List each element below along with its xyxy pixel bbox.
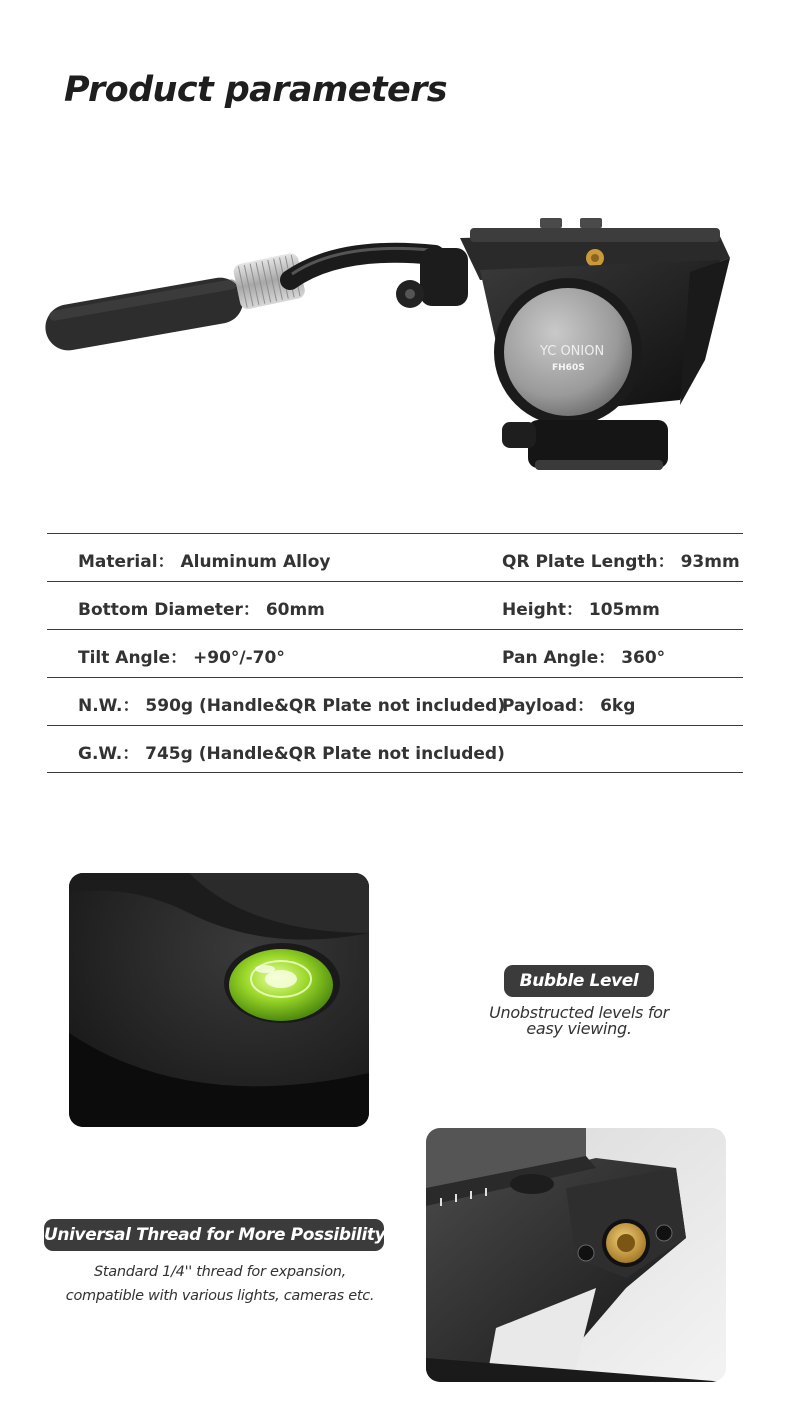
bubble-level-caption-line2: easy viewing.: [526, 1019, 632, 1038]
model-mark: FH60S: [552, 363, 585, 373]
bubble-level-photo: [69, 873, 369, 1127]
handle-grip: [42, 274, 247, 354]
spec-row: [47, 581, 743, 629]
fluid-head-product-image: [40, 200, 740, 490]
universal-thread-photo: [426, 1128, 726, 1382]
spec-payload: Payload： 6kg: [502, 696, 636, 716]
universal-thread-caption-line1: Standard 1/4'' thread for expansion,: [94, 1264, 346, 1280]
spec-row: [47, 725, 743, 773]
brand-mark: YC ONION: [540, 344, 605, 359]
bubble-level-caption: [470, 1005, 688, 1037]
universal-thread-title: Universal Thread for More Possibility: [44, 1219, 384, 1251]
spec-table: [47, 533, 743, 773]
spec-bottom-diameter: Bottom Diameter： 60mm: [78, 600, 325, 620]
page-title: Product parameters: [64, 70, 448, 110]
bubble-level-caption-line1: Unobstructed levels for: [489, 1003, 669, 1022]
spec-row: [47, 533, 743, 581]
spec-qr-plate-length: QR Plate Length： 93mm: [502, 552, 740, 572]
spec-row: [47, 677, 743, 725]
spec-tilt-angle: Tilt Angle： +90°/-70°: [78, 648, 285, 668]
spec-gross-weight: G.W.： 745g (Handle&QR Plate not included): [78, 744, 505, 764]
universal-thread-caption: [44, 1260, 396, 1308]
universal-thread-caption-line2: compatible with various lights, cameras etc.: [65, 1288, 375, 1304]
spec-net-weight: N.W.： 590g (Handle&QR Plate not included): [78, 696, 506, 716]
spec-row: [47, 629, 743, 677]
spec-material: Material： Aluminum Alloy: [78, 552, 331, 572]
spec-pan-angle: Pan Angle： 360°: [502, 648, 666, 668]
spec-height: Height： 105mm: [502, 600, 660, 620]
bubble-level-title: Bubble Level: [504, 965, 654, 997]
